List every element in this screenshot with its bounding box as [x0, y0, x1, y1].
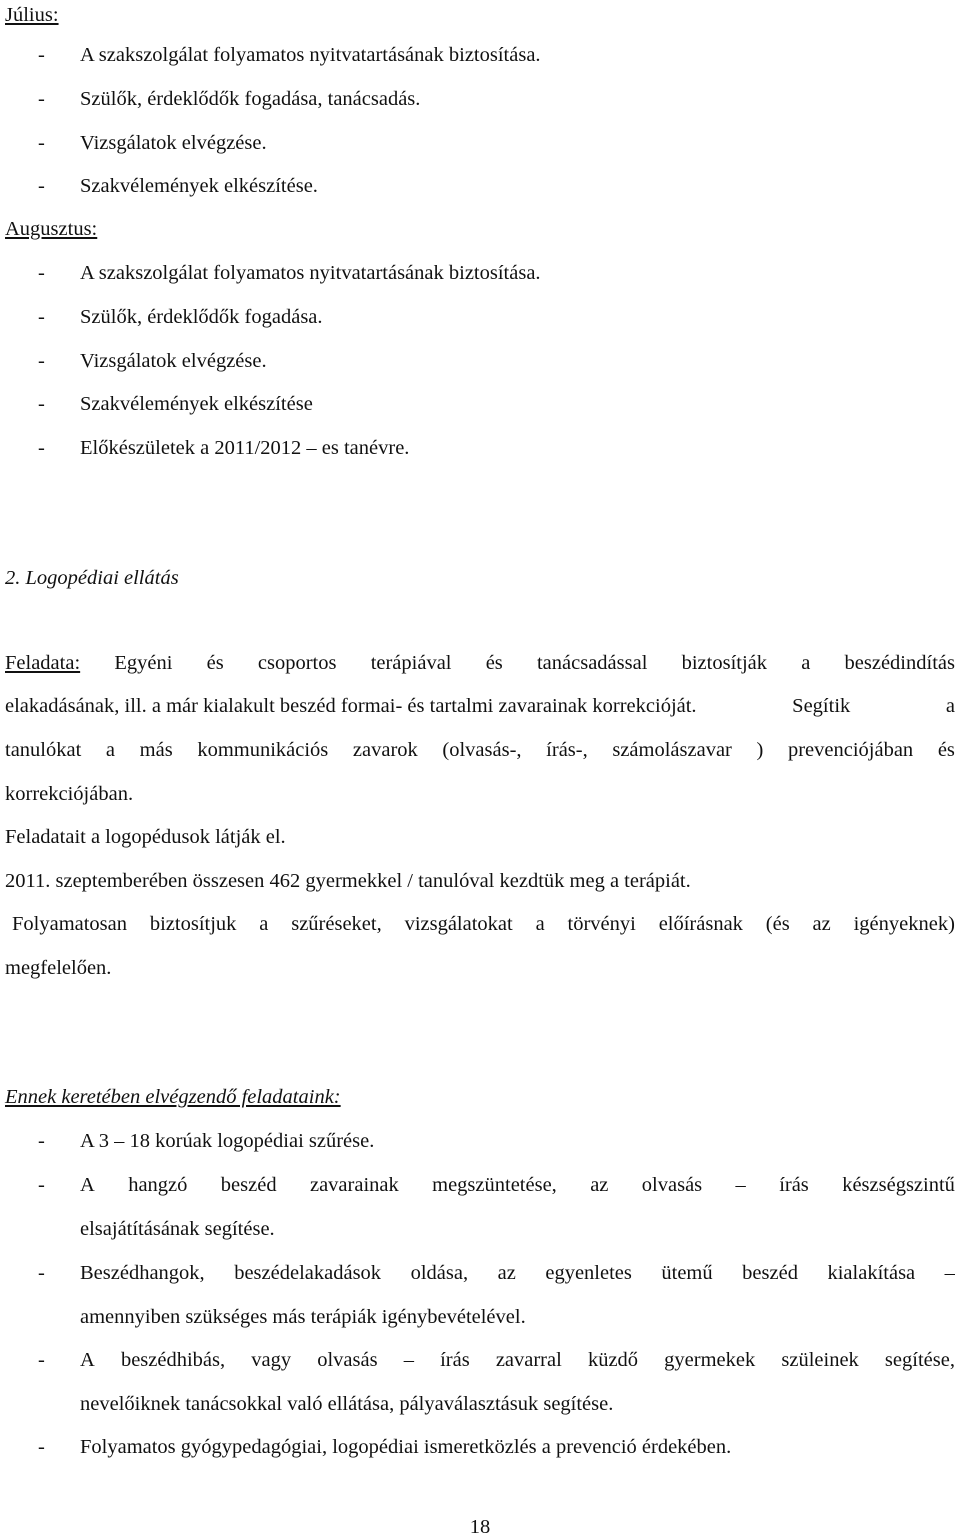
paragraph-line: Folyamatosan biztosítjuk a szűréseket, vizsgálatokat a törvényi előírásnak (és az igényeknek) — [12, 913, 955, 935]
document-page: Július: - A szakszolgálat folyamatos nyitvatartásának biztosítása. - Szülők, érdeklődők fogadása, tanácsadás. - Vizsgálatok elvégzése. - Szakvélemények elkészítése. Augusztus: - A szakszolgálat folyamatos nyitvatartásának biztosítása. - Szülők, érdeklődők fogadása. - Vizsgálatok elvégzése. - Szakvélemények elkészítése - Előkészületek a 2011/2012 – es tanévre. 2. Logopédiai ellátás Feladata: Egyéni és csoportos terápiával és tanácsadással biztosítják a beszédindítás elakadásának, ill. a már kialakult beszéd formai- és tartalmi zavarainak korrekcióját. Segítik a tanulókat a más kommunikációs zavarok (olvasás-, írás-, számolászavar ) prevenciójában és korrekciójában. Feladatait a logopédusok látják el. 2011. szeptemberében összesen 462 gyermekkel / tanulóval kezdtük meg a terápiát. Folyamatosan biztosítjuk a szűréseket, vizsgálatokat a törvényi előírásnak (és az igényeknek) megfelelően. Ennek keretében elvégzendő feladataink: - A 3 – 18 korúak logopédiai szűrése. - A hangzó beszéd zavarainak megszüntetése, az olvasás – írás készségszintű elsajátításának segítése. - Beszédhangok, beszédelakadások oldása, az egyenletes ütemű beszéd kialakítása – amennyiben szükséges más terápiák igénybevételével. - A beszédhibás, vagy olvasás – írás zavarral küzdő gyermekek szüleinek segítése, nevelőiknek tanácsokkal való ellátása, pályaválasztásuk segítése. - Folyamatos gyógypedagógiai, logopédiai ismeretközlés a prevenció érdekében. 18 — [0, 0, 960, 1537]
task-item-line: elsajátításának segítése. — [80, 1218, 275, 1240]
tasks-heading: Ennek keretében elvégzendő feladataink: — [5, 1086, 341, 1108]
task-item-line: A hangzó beszéd zavarainak megszüntetése, az olvasás – írás készségszintű — [80, 1174, 955, 1196]
task-item-line: nevelőiknek tanácsokkal való ellátása, pályaválasztásuk segítése. — [80, 1393, 614, 1415]
july-heading: Július: — [5, 4, 59, 26]
paragraph-line: korrekciójában. — [5, 783, 134, 805]
task-item-line: A beszédhibás, vagy olvasás – írás zavarral küzdő gyermekek szüleinek segítése, — [80, 1349, 955, 1371]
task-label: Feladata: — [5, 652, 81, 674]
task-item-line: amennyiben szükséges más terápiák igénybevételével. — [80, 1306, 526, 1328]
section-title: 2. Logopédiai ellátás — [5, 567, 179, 589]
paragraph-line: megfelelően. — [5, 957, 112, 979]
paragraph-line: Feladata: Egyéni és csoportos terápiával és tanácsadással biztosítják a beszédindítás — [5, 652, 955, 674]
page-number: 18 — [469, 1516, 491, 1538]
paragraph-line: tanulókat a más kommunikációs zavarok (olvasás-, írás-, számolászavar ) prevenciójában és — [5, 739, 955, 761]
task-item-line: Beszédhangok, beszédelakadások oldása, az egyenletes ütemű beszéd kialakítása – — [80, 1262, 955, 1284]
paragraph-line: Feladatait a logopédusok látják el. — [5, 826, 286, 848]
paragraph-line: 2011. szeptemberében összesen 462 gyermekkel / tanulóval kezdtük meg a terápiát. — [5, 870, 691, 892]
august-heading: Augusztus: — [5, 218, 98, 240]
paragraph-line: elakadásának, ill. a már kialakult beszéd formai- és tartalmi zavarainak korrekcióját. Segítik a — [5, 695, 955, 717]
